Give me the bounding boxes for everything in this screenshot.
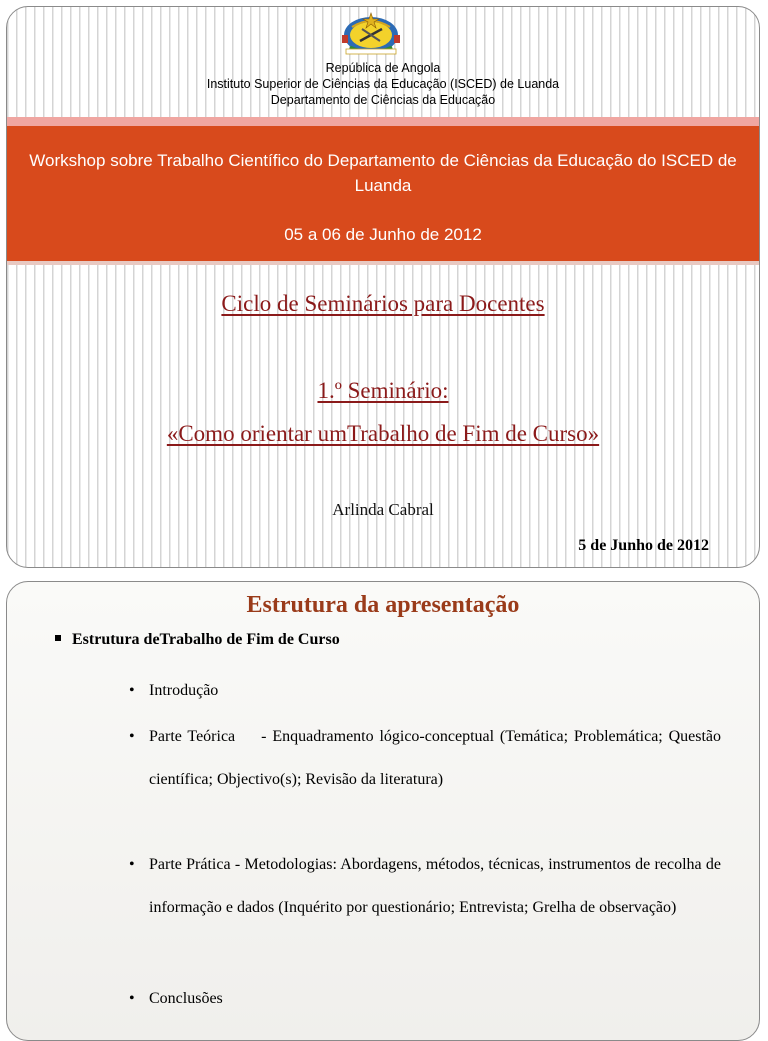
square-bullet-icon xyxy=(55,635,61,641)
angola-emblem-icon xyxy=(340,11,402,55)
main-bullet-label: Estrutura deTrabalho de Fim de Curso xyxy=(72,631,340,648)
bullet-dot-icon: • xyxy=(129,682,135,699)
institute-line: Instituto Superior de Ciências da Educação (ISCED) de Luanda xyxy=(206,77,560,91)
main-bullet xyxy=(55,631,340,649)
bullet-dot-icon: • xyxy=(129,856,135,873)
seminar-number: 1.º Seminário: xyxy=(317,378,449,403)
list-item xyxy=(125,843,721,929)
slide-2 xyxy=(6,581,760,1041)
list-item xyxy=(125,977,721,1020)
list-item xyxy=(125,715,721,801)
banner-stripe xyxy=(7,117,759,126)
department-line: Departamento de Ciências da Educação xyxy=(270,93,496,107)
workshop-dates: 05 a 06 de Junho de 2012 xyxy=(284,225,482,244)
item-label: Introdução xyxy=(149,682,219,699)
item-label: Conclusões xyxy=(149,990,223,1007)
item-label: Parte Prática xyxy=(149,856,231,873)
author-name: Arlinda Cabral xyxy=(332,500,434,519)
presentation-date: 5 de Junho de 2012 xyxy=(578,537,709,554)
seminar-title: «Como orientar umTrabalho de Fim de Curso» xyxy=(166,421,600,446)
banner-bottom-stripe xyxy=(7,261,759,265)
workshop-title: Workshop sobre Trabalho Científico do Departamento de Ciências da Educação do ISCED de Luanda xyxy=(29,151,737,195)
item-description: - Enquadramento lógico-conceptual (Temática; Problemática; Questão científica; Objectivo(s); Revisão da literatura) xyxy=(149,728,721,788)
series-title: Ciclo de Seminários para Docentes xyxy=(221,291,545,316)
country-line: República de Angola xyxy=(325,61,441,75)
list-item xyxy=(125,669,721,712)
slide-title: Estrutura da apresentação xyxy=(246,592,520,618)
slide-1 xyxy=(6,6,760,568)
workshop-banner xyxy=(7,126,759,261)
bullet-dot-icon: • xyxy=(129,990,135,1007)
item-label: Parte Teórica xyxy=(149,728,236,745)
item-description: - Metodologias: Abordagens, métodos, técnicas, instrumentos de recolha de informação e dados (Inquérito por questionário; Entrevista; Grelha de observação) xyxy=(149,856,721,916)
institution-header xyxy=(7,60,759,108)
bullet-dot-icon: • xyxy=(129,728,135,745)
